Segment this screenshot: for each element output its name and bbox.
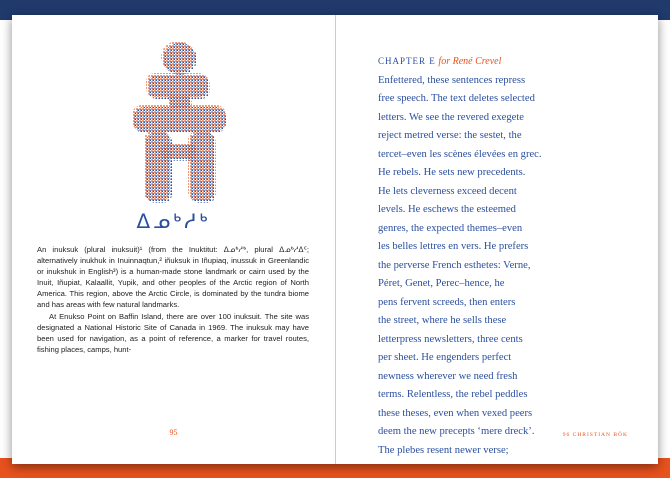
poem-line: free speech. The text deletes selected bbox=[378, 93, 535, 104]
chapter-label: CHAPTER E bbox=[378, 56, 436, 66]
poem-line: the perverse French esthetes: Verne, bbox=[378, 259, 531, 271]
paragraph-2: At Enukso Point on Baffin Island, there are over 100 inuksuit. The site was designated a National Historic Site of Canada in 1969. The inuksuk may have been used for navigation, as a point of reference, a marker for travel routes, fishing places, camps, hunt- bbox=[37, 311, 309, 354]
chapter-heading bbox=[378, 52, 648, 72]
poem-text bbox=[378, 52, 648, 460]
left-page bbox=[12, 15, 335, 464]
book-spread bbox=[12, 15, 658, 464]
poem-line: letters. We see the revered exegete bbox=[378, 111, 525, 123]
dedication: for René Crevel bbox=[438, 56, 502, 67]
left-body-text bbox=[37, 244, 309, 355]
poem-line: tercet–even les scènes élevées en grec. bbox=[378, 148, 542, 160]
poem-line: these theses, even when vexed peers bbox=[378, 407, 533, 419]
inuksuk-figure bbox=[130, 39, 228, 207]
poem-line: pens fervent screeds, then enters bbox=[378, 296, 516, 308]
poem-line: les belles lettres en vers. He prefers bbox=[378, 241, 529, 252]
poem-line: deem the new precepts ‘mere dreck’. bbox=[378, 426, 535, 437]
poem-line: Péret, Genet, Perec–hence, he bbox=[378, 278, 505, 289]
poem-line: the street, where he sells these bbox=[378, 315, 507, 326]
poem-line: levels. He eschews the esteemed bbox=[378, 204, 516, 215]
paragraph-1: An inuksuk (plural inuksuit)¹ (from the Inuktitut: ᐃᓄᒃᓱᒃ, plural ᐃᓄᒃᓱᐃᑦ; alternatively inukhuk in Inuinnaqtun,² iñuksuk in Iñupiaq, inussuk in Greenlandic or inukshuk in English³) is a human-made stone landmark or cairn used by the Inuit, Iñupiat, Kalaallit, Yupik, and other peoples of the Arctic region of North America. This region, above the Arctic Circle, is dominated by the tundra biome and has areas with few natural landmarks. bbox=[37, 245, 309, 310]
poem-line: The plebes resent newer verse; bbox=[378, 444, 509, 456]
inuktitut-heading: ᐃᓄᒃᓱᒃ bbox=[136, 209, 211, 233]
poem-line: reject metred verse: the sestet, the bbox=[378, 130, 522, 141]
right-page bbox=[336, 15, 658, 464]
poem-line: Enfettered, these sentences repress bbox=[378, 74, 526, 86]
poem-line: newness wherever we need fresh bbox=[378, 370, 518, 382]
poem-line: genres, the expected themes–even bbox=[378, 222, 523, 234]
poem-line: letterpress newsletters, three cents bbox=[378, 333, 523, 345]
left-page-number: 95 bbox=[169, 428, 178, 437]
poem-line: He rebels. He sets new precedents. bbox=[378, 167, 526, 178]
poem-line: terms. Relentless, the rebel peddles bbox=[378, 389, 528, 400]
poem-line: He lets cleverness exceed decent bbox=[378, 185, 517, 197]
poem-line: per sheet. He engenders perfect bbox=[378, 352, 512, 363]
right-page-footer: 96 CHRISTIAN BÖK bbox=[562, 432, 628, 438]
